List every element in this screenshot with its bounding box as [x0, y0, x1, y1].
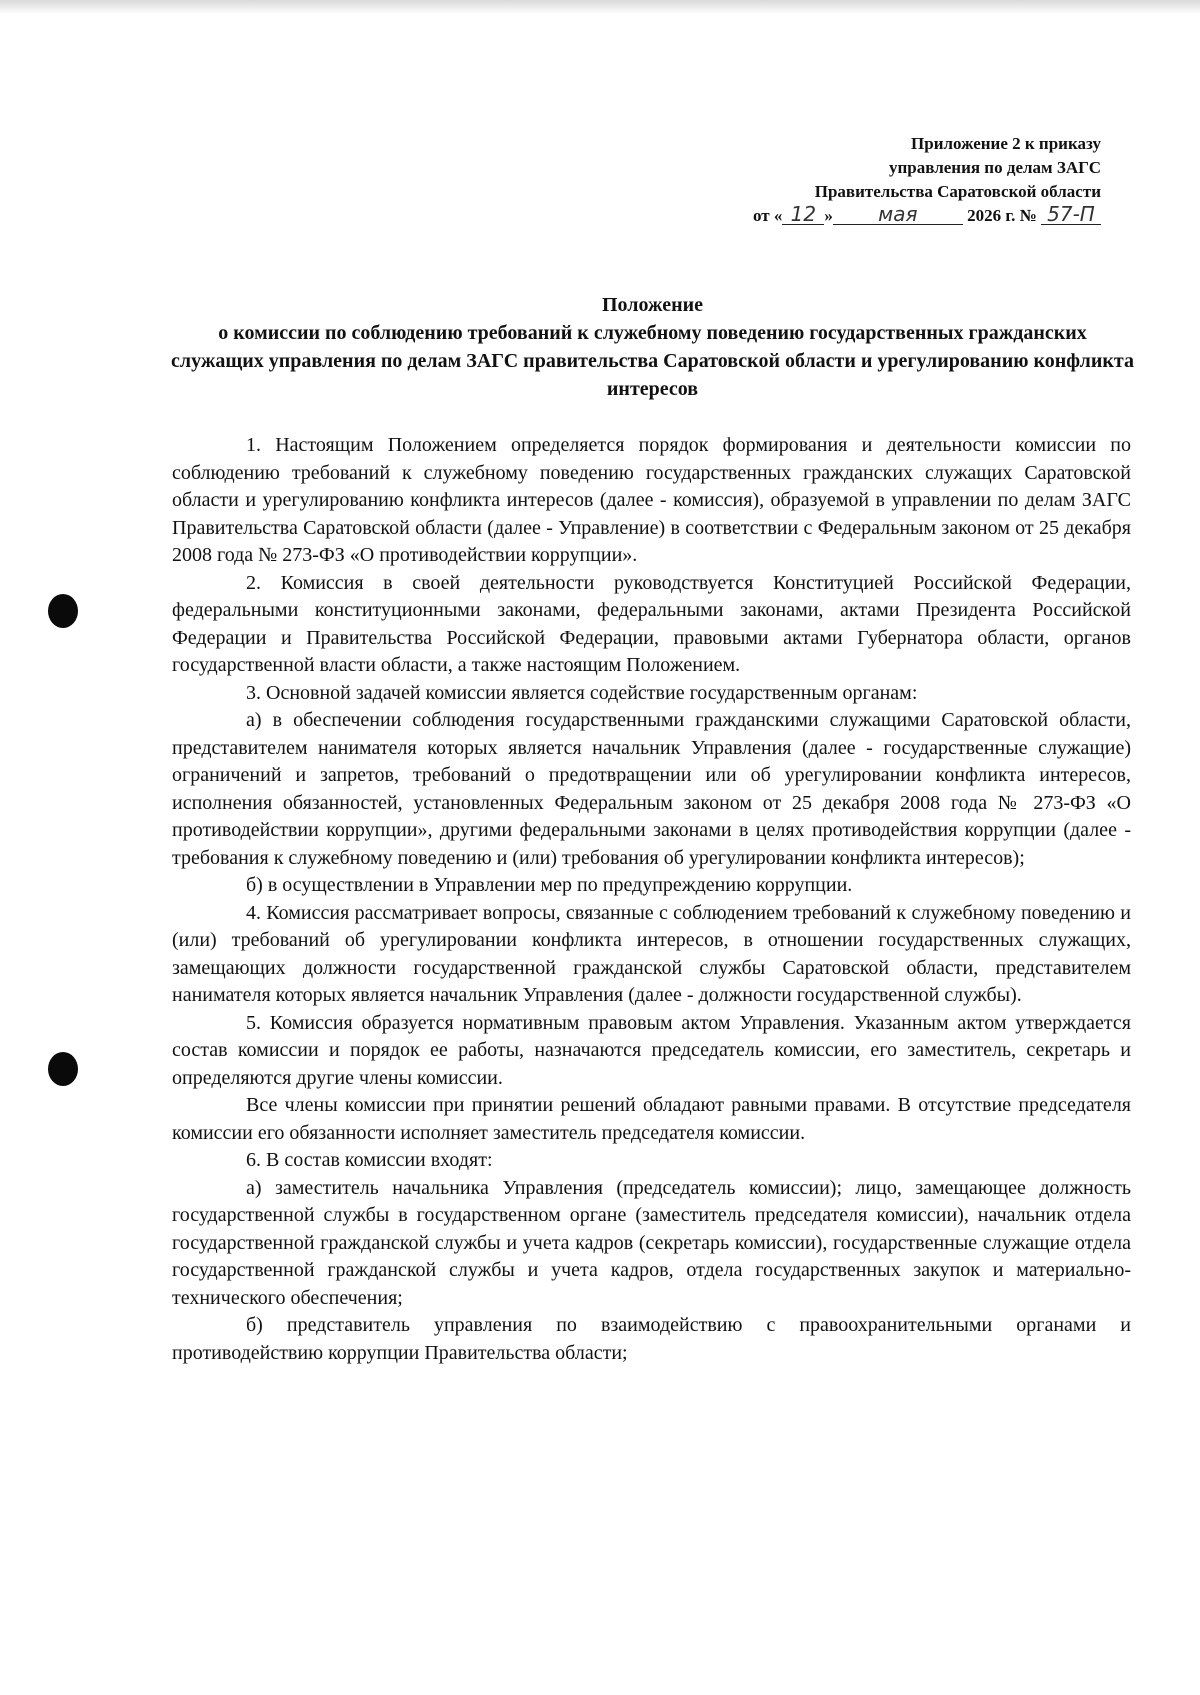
- scan-edge-shadow: [0, 0, 1200, 14]
- punch-hole: [48, 594, 78, 628]
- handwritten-day: 12: [782, 204, 824, 225]
- paragraph: б) в осуществлении в Управлении мер по предупреждению коррупции.: [246, 874, 853, 896]
- paragraph: 6. В состав комиссии входят:: [246, 1149, 493, 1171]
- paragraph: 3. Основной задачей комиссии является содействие государственным органам:: [246, 681, 918, 704]
- document-body: [172, 432, 1131, 1367]
- title-subject: о комиссии по соблюдению требований к служебному поведению государственных гражданских служащих управления по делам ЗАГС правительства Саратовской области и урегулированию конфликта интересов: [171, 322, 1134, 400]
- appendix-line: управления по делам ЗАГС: [888, 158, 1101, 177]
- appendix-date-line: [753, 204, 1101, 228]
- paragraph: 4. Комиссия рассматривает вопросы, связанные с соблюдением требований к служебному поведению и (или) требований об урегулировании конфликта интересов, в отношении государственных служащих, замещающих должности государственной гражданской службы Саратовской области, представителем нанимателя которых является начальник Управления (далее - должности государственной службы).: [172, 901, 1131, 1006]
- date-mid: »: [824, 206, 833, 225]
- title-heading: Положение: [601, 294, 704, 316]
- paragraph: б) представитель управления по взаимодействию с правоохранительными органами и противодействию коррупции Правительства области;: [172, 1314, 1131, 1364]
- paragraph: а) заместитель начальника Управления (председатель комиссии); лицо, замещающее должность государственной службы в государственном органе (заместитель председателя комиссии), начальник отдела государственной гражданской службы и учета кадров (секретарь комиссии), государственные служащие отдела государственной гражданской службы и учета кадров, отдела государственных закупок и материально-технического обеспечения;: [172, 1176, 1131, 1309]
- appendix-line: Правительства Саратовской области: [814, 182, 1101, 201]
- paragraph: 2. Комиссия в своей деятельности руководствуется Конституцией Российской Федерации, федеральными конституционными законами, федеральными законами, актами Президента Российской Федерации и Правительства Российской Федерации, правовыми актами Губернатора области, органов государственной власти области, а также настоящим Положением.: [172, 571, 1131, 676]
- paragraph: а) в обеспечении соблюдения государственными гражданскими служащими Саратовской области, представителем нанимателя которых является начальник Управления (далее - государственные служащие) ограничений и запретов, требований о предотвращении или об урегулировании конфликта интересов, исполнения обязанностей, установленных Федеральным законом от 25 декабря 2008 года № 273-ФЗ «О противодействии коррупции», другими федеральными законами в целях противодействия коррупции (далее - требования к служебному поведению и (или) требования об урегулировании конфликта интересов);: [172, 709, 1131, 869]
- paragraph: 1. Настоящим Положением определяется порядок формирования и деятельности комиссии по соблюдению требований к служебному поведению государственных гражданских служащих Саратовской области и урегулированию конфликта интересов (далее - комиссия), образуемой в управлении по делам ЗАГС Правительства Саратовской области (далее - Управление) в соответствии с Федеральным законом от 25 декабря 2008 года № 273-ФЗ «О противодействии коррупции».: [172, 434, 1131, 566]
- punch-hole: [48, 1052, 78, 1086]
- handwritten-month: мая: [833, 204, 963, 225]
- appendix-line: Приложение 2 к приказу: [911, 134, 1101, 153]
- date-year: 2026 г. №: [967, 206, 1037, 225]
- paragraph: Все члены комиссии при принятии решений обладают равными правами. В отсутствие председателя комиссии его обязанности исполняет заместитель председателя комиссии.: [172, 1094, 1131, 1144]
- handwritten-order-number: 57-П: [1041, 204, 1101, 225]
- date-prefix: от «: [752, 206, 783, 225]
- appendix-header: [753, 132, 1101, 228]
- paragraph: 5. Комиссия образуется нормативным правовым актом Управления. Указанным актом утверждается состав комиссии и порядок ее работы, назначаются председатель комиссии, его заместитель, секретарь и определяются другие члены комиссии.: [172, 1011, 1131, 1089]
- document-title: [170, 291, 1135, 403]
